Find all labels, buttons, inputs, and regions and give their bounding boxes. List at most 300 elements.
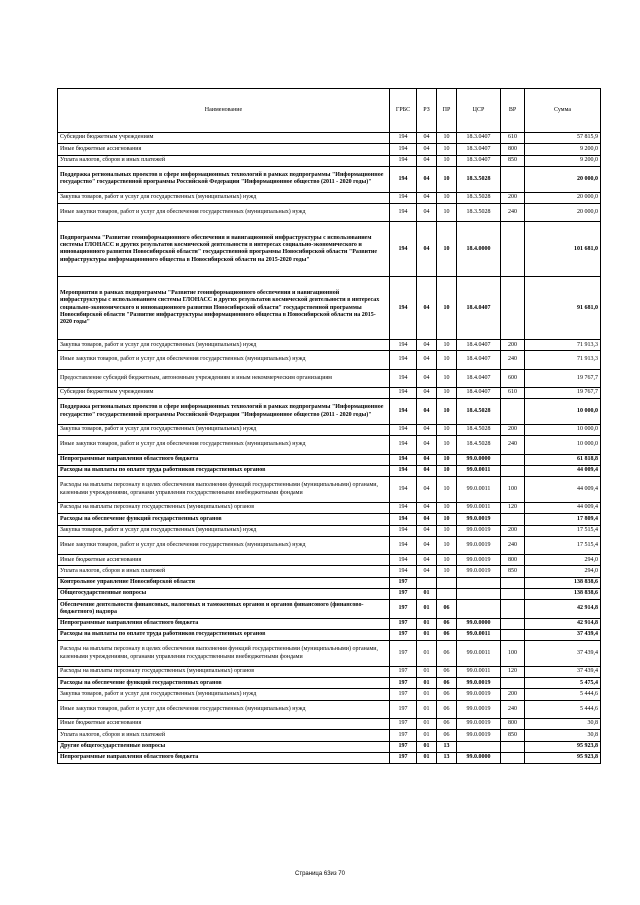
table-row — [58, 555, 601, 566]
cell-csr: 18.4.5028 — [457, 399, 501, 425]
cell-name: Расходы на выплаты персоналу государственных (муниципальных) органов — [58, 666, 390, 677]
cell-csr: 99.0.0019 — [457, 689, 501, 700]
cell-name: Другие общегосударственные вопросы — [58, 741, 390, 752]
cell-vr: 800 — [501, 144, 525, 155]
cell-vr: 100 — [501, 641, 525, 667]
table-row — [58, 752, 601, 763]
cell-pr: 10 — [437, 222, 457, 277]
cell-sum: 294,0 — [525, 555, 601, 566]
cell-rz: 01 — [417, 752, 437, 763]
cell-vr: 800 — [501, 555, 525, 566]
cell-name: Обеспечение деятельности финансовых, налоговых и таможенных органов и органов финансового (финансово-бюджетного) надзора — [58, 600, 390, 618]
cell-csr: 99.0.0011 — [457, 477, 501, 503]
cell-vr — [501, 600, 525, 618]
cell-csr: 99.0.0019 — [457, 514, 501, 525]
cell-vr: 610 — [501, 133, 525, 144]
cell-name: Закупка товаров, работ и услуг для государственных (муниципальных) нужд — [58, 425, 390, 436]
cell-csr: 99.0.0011 — [457, 465, 501, 476]
cell-grbs: 197 — [390, 588, 417, 599]
table-header-row — [58, 89, 601, 133]
cell-sum: 91 681,0 — [525, 277, 601, 340]
cell-rz: 04 — [417, 222, 437, 277]
cell-name: Иные закупки товаров, работ и услуг для обеспечения государственных (муниципальных) нужд — [58, 351, 390, 369]
cell-csr: 99.0.0011 — [457, 629, 501, 640]
header-rz: РЗ — [417, 89, 437, 133]
cell-sum: 101 681,0 — [525, 222, 601, 277]
cell-sum: 44 009,4 — [525, 477, 601, 503]
cell-vr — [501, 629, 525, 640]
cell-csr: 99.0.0011 — [457, 502, 501, 513]
cell-rz: 04 — [417, 133, 437, 144]
cell-pr: 10 — [437, 566, 457, 577]
table-row — [58, 588, 601, 599]
cell-pr: 06 — [437, 641, 457, 667]
cell-rz: 01 — [417, 641, 437, 667]
cell-rz: 01 — [417, 666, 437, 677]
cell-name: Иные бюджетные ассигнования — [58, 719, 390, 730]
table-row — [58, 678, 601, 689]
cell-grbs: 197 — [390, 741, 417, 752]
table-row — [58, 502, 601, 513]
cell-grbs: 194 — [390, 514, 417, 525]
cell-rz: 01 — [417, 741, 437, 752]
cell-sum: 10 000,0 — [525, 436, 601, 454]
cell-grbs: 194 — [390, 277, 417, 340]
table-row — [58, 277, 601, 340]
cell-vr — [501, 277, 525, 340]
cell-pr: 10 — [437, 399, 457, 425]
cell-pr: 10 — [437, 155, 457, 166]
cell-sum: 9 200,0 — [525, 155, 601, 166]
header-name: Наименование — [58, 89, 390, 133]
cell-name: Уплата налогов, сборов и иных платежей — [58, 155, 390, 166]
table-row — [58, 577, 601, 588]
cell-name: Расходы на обеспечение функций государственных органов — [58, 678, 390, 689]
cell-sum: 44 009,4 — [525, 502, 601, 513]
cell-pr: 06 — [437, 600, 457, 618]
cell-vr: 200 — [501, 192, 525, 203]
cell-sum: 42 914,8 — [525, 600, 601, 618]
cell-vr — [501, 166, 525, 192]
cell-name: Расходы на выплаты персоналу в целях обеспечения выполнения функций государственными (муниципальными) органами, казенными учреждениями, органами управления государственными внебюджетными фондами — [58, 477, 390, 503]
cell-pr: 10 — [437, 203, 457, 221]
cell-sum: 61 818,8 — [525, 454, 601, 465]
cell-rz: 01 — [417, 629, 437, 640]
cell-vr: 240 — [501, 436, 525, 454]
cell-rz: 01 — [417, 678, 437, 689]
cell-pr: 10 — [437, 425, 457, 436]
cell-pr: 06 — [437, 689, 457, 700]
table-row — [58, 666, 601, 677]
cell-vr: 610 — [501, 388, 525, 399]
cell-vr: 200 — [501, 425, 525, 436]
cell-vr — [501, 454, 525, 465]
cell-name: Расходы на выплаты персоналу государственных (муниципальных) органов — [58, 502, 390, 513]
cell-name: Подпрограмма "Развитие геоинформационного обеспечения и навигационной инфраструктуры с использованием системы ГЛОНАСС и других результатов космической деятельности в интересах социально-экономического и инновационного развития Новосибирской области" государственной программы Новосибирской области "Развитие инфраструктуры информационного общества в Новосибирской области на 2015-2020 годы" — [58, 222, 390, 277]
cell-pr: 06 — [437, 666, 457, 677]
cell-csr: 99.0.0019 — [457, 730, 501, 741]
cell-csr — [457, 577, 501, 588]
cell-rz: 04 — [417, 388, 437, 399]
cell-pr: 06 — [437, 700, 457, 718]
cell-grbs: 194 — [390, 477, 417, 503]
cell-vr: 120 — [501, 502, 525, 513]
cell-sum: 19 767,7 — [525, 388, 601, 399]
cell-csr: 18.4.5028 — [457, 436, 501, 454]
cell-sum: 20 000,0 — [525, 203, 601, 221]
cell-pr: 10 — [437, 144, 457, 155]
cell-pr: 10 — [437, 465, 457, 476]
cell-name: Непрограммные направления областного бюджета — [58, 454, 390, 465]
table-row — [58, 514, 601, 525]
cell-name: Закупка товаров, работ и услуг для государственных (муниципальных) нужд — [58, 525, 390, 536]
cell-sum: 17 515,4 — [525, 525, 601, 536]
cell-name: Иные закупки товаров, работ и услуг для обеспечения государственных (муниципальных) нужд — [58, 536, 390, 554]
table-row — [58, 629, 601, 640]
cell-csr: 99.0.0000 — [457, 752, 501, 763]
cell-vr: 200 — [501, 340, 525, 351]
cell-rz: 04 — [417, 566, 437, 577]
cell-csr — [457, 600, 501, 618]
cell-sum: 20 000,0 — [525, 192, 601, 203]
cell-rz: 04 — [417, 454, 437, 465]
table-row — [58, 525, 601, 536]
cell-rz: 04 — [417, 465, 437, 476]
cell-vr: 240 — [501, 203, 525, 221]
cell-rz: 01 — [417, 719, 437, 730]
cell-rz: 01 — [417, 600, 437, 618]
table-row — [58, 689, 601, 700]
cell-grbs: 194 — [390, 436, 417, 454]
cell-grbs: 197 — [390, 666, 417, 677]
cell-sum: 20 000,0 — [525, 166, 601, 192]
cell-sum: 30,8 — [525, 719, 601, 730]
cell-grbs: 197 — [390, 577, 417, 588]
cell-csr: 18.4.0407 — [457, 277, 501, 340]
cell-name: Расходы на выплаты по оплате труда работников государственных органов — [58, 465, 390, 476]
cell-pr: 06 — [437, 618, 457, 629]
cell-csr: 99.0.0000 — [457, 454, 501, 465]
table-row — [58, 700, 601, 718]
cell-grbs: 194 — [390, 502, 417, 513]
cell-vr — [501, 577, 525, 588]
header-sum: Сумма — [525, 89, 601, 133]
cell-grbs: 194 — [390, 399, 417, 425]
cell-rz: 04 — [417, 399, 437, 425]
cell-pr: 06 — [437, 730, 457, 741]
cell-sum: 19 767,7 — [525, 369, 601, 387]
cell-sum: 30,8 — [525, 730, 601, 741]
cell-grbs: 197 — [390, 600, 417, 618]
cell-grbs: 194 — [390, 369, 417, 387]
cell-pr: 10 — [437, 555, 457, 566]
cell-grbs: 194 — [390, 525, 417, 536]
cell-name: Субсидии бюджетным учреждениям — [58, 133, 390, 144]
table-row — [58, 436, 601, 454]
cell-pr: 10 — [437, 525, 457, 536]
cell-csr: 99.0.0011 — [457, 641, 501, 667]
cell-pr: 10 — [437, 133, 457, 144]
cell-grbs: 197 — [390, 678, 417, 689]
cell-name: Уплата налогов, сборов и иных платежей — [58, 730, 390, 741]
table-row — [58, 618, 601, 629]
cell-pr: 06 — [437, 629, 457, 640]
cell-vr: 240 — [501, 351, 525, 369]
cell-pr: 10 — [437, 454, 457, 465]
cell-pr: 10 — [437, 192, 457, 203]
cell-vr: 800 — [501, 719, 525, 730]
cell-csr: 18.3.5028 — [457, 192, 501, 203]
cell-vr — [501, 514, 525, 525]
cell-csr: 99.0.0019 — [457, 700, 501, 718]
cell-sum: 95 923,8 — [525, 752, 601, 763]
cell-pr: 10 — [437, 388, 457, 399]
cell-csr: 99.0.0019 — [457, 525, 501, 536]
header-vr: ВР — [501, 89, 525, 133]
cell-vr: 850 — [501, 566, 525, 577]
cell-sum: 5 444,6 — [525, 689, 601, 700]
cell-grbs: 194 — [390, 155, 417, 166]
cell-csr: 99.0.0011 — [457, 666, 501, 677]
cell-rz: 04 — [417, 203, 437, 221]
header-pr: ПР — [437, 89, 457, 133]
table-row — [58, 741, 601, 752]
header-grbs: ГРБС — [390, 89, 417, 133]
cell-pr — [437, 588, 457, 599]
cell-csr: 18.3.0407 — [457, 144, 501, 155]
table-row — [58, 351, 601, 369]
cell-csr: 99.0.0019 — [457, 566, 501, 577]
table-row — [58, 155, 601, 166]
cell-csr: 18.3.5028 — [457, 166, 501, 192]
cell-csr: 99.0.0019 — [457, 678, 501, 689]
cell-rz: 04 — [417, 436, 437, 454]
cell-sum: 95 923,8 — [525, 741, 601, 752]
cell-name: Непрограммные направления областного бюджета — [58, 752, 390, 763]
cell-rz: 04 — [417, 369, 437, 387]
cell-pr: 10 — [437, 502, 457, 513]
cell-sum: 10 000,0 — [525, 399, 601, 425]
cell-rz: 04 — [417, 277, 437, 340]
cell-grbs: 194 — [390, 388, 417, 399]
cell-rz: 04 — [417, 477, 437, 503]
cell-name: Закупка товаров, работ и услуг для государственных (муниципальных) нужд — [58, 689, 390, 700]
cell-name: Иные бюджетные ассигнования — [58, 555, 390, 566]
cell-pr: 10 — [437, 340, 457, 351]
cell-rz: 04 — [417, 555, 437, 566]
cell-grbs: 197 — [390, 719, 417, 730]
cell-csr: 18.4.5028 — [457, 425, 501, 436]
table-row — [58, 566, 601, 577]
cell-name: Поддержка региональных проектов в сфере информационных технологий в рамках подпрограммы "Информационное государство" государственной программы Российской Федерации "Информационное общество (2011 - 2020 годы)" — [58, 399, 390, 425]
cell-grbs: 194 — [390, 203, 417, 221]
cell-grbs: 194 — [390, 144, 417, 155]
cell-sum: 138 838,6 — [525, 588, 601, 599]
cell-grbs: 194 — [390, 454, 417, 465]
cell-vr: 850 — [501, 730, 525, 741]
cell-grbs: 194 — [390, 133, 417, 144]
cell-name: Общегосударственные вопросы — [58, 588, 390, 599]
cell-name: Контрольное управление Новосибирской области — [58, 577, 390, 588]
table-row — [58, 641, 601, 667]
cell-rz: 01 — [417, 618, 437, 629]
cell-rz: 04 — [417, 502, 437, 513]
cell-name: Расходы на выплаты персоналу в целях обеспечения выполнения функций государственными (муниципальными) органами, казенными учреждениями, органами управления государственными внебюджетными фондами — [58, 641, 390, 667]
cell-grbs: 197 — [390, 752, 417, 763]
cell-vr — [501, 618, 525, 629]
page-number: Страница 63из 70 — [295, 871, 345, 877]
table-row — [58, 192, 601, 203]
cell-rz: 01 — [417, 689, 437, 700]
cell-csr: 18.4.0000 — [457, 222, 501, 277]
cell-sum: 9 200,0 — [525, 144, 601, 155]
cell-sum: 71 913,3 — [525, 340, 601, 351]
table-row — [58, 719, 601, 730]
cell-vr: 240 — [501, 536, 525, 554]
table-row — [58, 465, 601, 476]
budget-table — [57, 88, 601, 764]
cell-pr: 13 — [437, 752, 457, 763]
cell-vr: 240 — [501, 700, 525, 718]
cell-csr: 99.0.0019 — [457, 719, 501, 730]
cell-csr: 99.0.0019 — [457, 555, 501, 566]
cell-vr — [501, 222, 525, 277]
cell-name: Предоставление субсидий бюджетным, автономным учреждениям и иным некоммерческим организациям — [58, 369, 390, 387]
cell-pr: 06 — [437, 719, 457, 730]
cell-name: Непрограммные направления областного бюджета — [58, 618, 390, 629]
cell-grbs: 194 — [390, 222, 417, 277]
cell-grbs: 194 — [390, 351, 417, 369]
table-row — [58, 340, 601, 351]
cell-vr — [501, 465, 525, 476]
cell-csr: 99.0.0019 — [457, 536, 501, 554]
cell-grbs: 197 — [390, 689, 417, 700]
cell-rz: 04 — [417, 514, 437, 525]
cell-csr: 18.4.0407 — [457, 340, 501, 351]
cell-grbs: 194 — [390, 340, 417, 351]
table-row — [58, 166, 601, 192]
cell-vr — [501, 399, 525, 425]
cell-name: Иные закупки товаров, работ и услуг для обеспечения государственных (муниципальных) нужд — [58, 436, 390, 454]
cell-rz: 01 — [417, 700, 437, 718]
cell-pr: 10 — [437, 351, 457, 369]
cell-grbs: 194 — [390, 465, 417, 476]
cell-grbs: 197 — [390, 700, 417, 718]
cell-sum: 71 913,3 — [525, 351, 601, 369]
cell-rz: 04 — [417, 536, 437, 554]
table-row — [58, 600, 601, 618]
cell-grbs: 194 — [390, 555, 417, 566]
cell-csr — [457, 588, 501, 599]
cell-sum: 294,0 — [525, 566, 601, 577]
cell-grbs: 197 — [390, 730, 417, 741]
cell-pr: 10 — [437, 536, 457, 554]
cell-sum: 17 809,4 — [525, 514, 601, 525]
cell-pr: 06 — [437, 678, 457, 689]
cell-vr — [501, 588, 525, 599]
cell-pr — [437, 577, 457, 588]
cell-name: Уплата налогов, сборов и иных платежей — [58, 566, 390, 577]
cell-grbs: 194 — [390, 425, 417, 436]
table-row — [58, 388, 601, 399]
table-row — [58, 399, 601, 425]
table-row — [58, 536, 601, 554]
cell-rz: 04 — [417, 340, 437, 351]
cell-csr: 18.3.0407 — [457, 133, 501, 144]
cell-rz — [417, 577, 437, 588]
cell-rz: 04 — [417, 192, 437, 203]
cell-name: Расходы на обеспечение функций государственных органов — [58, 514, 390, 525]
cell-name: Мероприятия в рамках подпрограммы "Развитие геоинформационного обеспечения и навигационной инфраструктуры с использованием системы ГЛОНАСС и других результатов космической деятельности в интересах социально-экономического и инновационного развития Новосибирской области" государственной программы Новосибирской области "Развитие инфраструктуры информационного общества в Новосибирской области на 2015-2020 годы" — [58, 277, 390, 340]
cell-name: Субсидии бюджетным учреждениям — [58, 388, 390, 399]
table-row — [58, 425, 601, 436]
table-row — [58, 133, 601, 144]
cell-pr: 10 — [437, 514, 457, 525]
cell-grbs: 194 — [390, 536, 417, 554]
table-row — [58, 477, 601, 503]
cell-csr: 99.0.0000 — [457, 618, 501, 629]
cell-grbs: 194 — [390, 192, 417, 203]
cell-grbs: 197 — [390, 618, 417, 629]
cell-rz: 04 — [417, 166, 437, 192]
cell-sum: 10 000,0 — [525, 425, 601, 436]
cell-name: Закупка товаров, работ и услуг для государственных (муниципальных) нужд — [58, 340, 390, 351]
cell-sum: 5 444,6 — [525, 700, 601, 718]
cell-vr — [501, 752, 525, 763]
cell-grbs: 194 — [390, 166, 417, 192]
cell-pr: 10 — [437, 477, 457, 503]
cell-sum: 138 838,6 — [525, 577, 601, 588]
cell-vr: 100 — [501, 477, 525, 503]
cell-pr: 13 — [437, 741, 457, 752]
table-body — [58, 133, 601, 764]
cell-sum: 5 475,4 — [525, 678, 601, 689]
cell-vr — [501, 741, 525, 752]
cell-sum: 37 439,4 — [525, 641, 601, 667]
cell-csr: 18.3.0407 — [457, 155, 501, 166]
cell-name: Закупка товаров, работ и услуг для государственных (муниципальных) нужд — [58, 192, 390, 203]
cell-name: Иные закупки товаров, работ и услуг для обеспечения государственных (муниципальных) нужд — [58, 700, 390, 718]
cell-vr — [501, 678, 525, 689]
cell-grbs: 197 — [390, 641, 417, 667]
table-row — [58, 454, 601, 465]
cell-csr — [457, 741, 501, 752]
cell-vr: 120 — [501, 666, 525, 677]
cell-sum: 57 815,9 — [525, 133, 601, 144]
cell-name: Иные закупки товаров, работ и услуг для обеспечения государственных (муниципальных) нужд — [58, 203, 390, 221]
cell-rz: 01 — [417, 588, 437, 599]
table-row — [58, 369, 601, 387]
cell-csr: 18.4.0407 — [457, 351, 501, 369]
cell-rz: 04 — [417, 525, 437, 536]
cell-name: Расходы на выплаты по оплате труда работников государственных органов — [58, 629, 390, 640]
cell-sum: 37 439,4 — [525, 629, 601, 640]
cell-sum: 44 009,4 — [525, 465, 601, 476]
table-row — [58, 222, 601, 277]
cell-sum: 37 439,4 — [525, 666, 601, 677]
cell-grbs: 194 — [390, 566, 417, 577]
cell-rz: 04 — [417, 351, 437, 369]
cell-rz: 04 — [417, 155, 437, 166]
cell-grbs: 197 — [390, 629, 417, 640]
cell-name: Иные бюджетные ассигнования — [58, 144, 390, 155]
table-row — [58, 203, 601, 221]
cell-pr: 10 — [437, 369, 457, 387]
cell-rz: 04 — [417, 425, 437, 436]
cell-pr: 10 — [437, 436, 457, 454]
cell-csr: 18.3.5028 — [457, 203, 501, 221]
header-csr: ЦСР — [457, 89, 501, 133]
